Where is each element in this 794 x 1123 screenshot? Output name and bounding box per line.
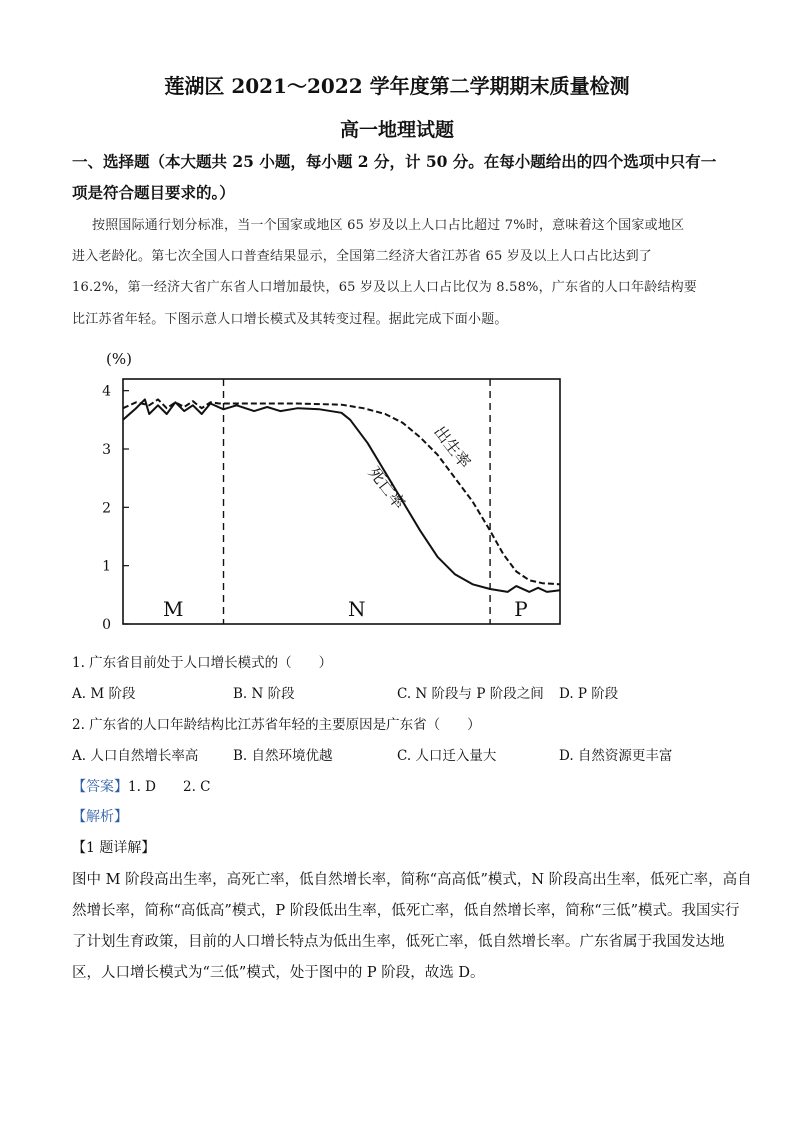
analysis-tag: 【解析】 [72,809,128,825]
answer-tag: 【答案】 [72,779,128,795]
y-tick-label: 0 [102,617,111,633]
q2-option-b: B. 自然环境优越 [233,748,333,764]
page-subtitle: 高一地理试题 [339,119,454,141]
question-1-stem: 1. 广东省目前处于人口增长模式的（ ） [72,655,333,671]
question-2-stem: 2. 广东省的人口年龄结构比江苏省年轻的主要原因是广东省（ ） [72,717,481,733]
detail-line-2: 然增长率，简称“高低高”模式，P 阶段低出生率，低死亡率，低自然增长率，简称“三低”模式。我国实行 [72,903,740,919]
intro-line-2: 进入老龄化。第七次全国人口普查结果显示，全国第二经济大省江苏省 65 岁及以上人口占比达到了 [72,249,653,264]
q1-option-c: C. N 阶段与 P 阶段之间 [397,686,544,702]
intro-line-3: 16.2%，第一经济大省广东省人口增加最快，65 岁及以上人口占比仅为 8.58%，广东省的人口年龄结构要 [72,280,698,295]
intro-line-4: 比江苏省年轻。下图示意人口增长模式及其转变过程。据此完成下面小题。 [72,312,508,327]
answer-block [72,775,211,796]
q1-option-a: A. M 阶段 [72,686,136,702]
intro-line-1: 按照国际通行划分标准，当一个国家或地区 65 岁及以上人口占比超过 7%时，意味着这个国家或地区 [92,218,685,233]
detail-tag: 【1 题详解】 [72,840,156,856]
answer-text: 1. D 2. C [128,779,211,795]
y-tick-label: 3 [102,442,111,458]
y-tick-label: 4 [102,383,111,400]
q2-option-c: C. 人口迁入量大 [397,748,497,764]
detail-line-4: 区，人口增长模式为“三低”模式，处于图中的 P 阶段，故选 D。 [72,965,485,981]
q2-option-d: D. 自然资源更丰富 [559,748,673,764]
stage-label-n: N [348,597,366,621]
q2-option-a: A. 人口自然增长率高 [72,748,199,764]
stage-label-p: P [514,597,528,621]
birth-rate-line [123,399,560,584]
death-rate-line [123,399,560,592]
detail-line-3: 了计划生育政策，目前的人口增长特点为低出生率，低死亡率，低自然增长率。广东省属于我国发达地 [72,934,725,950]
plot-frame [123,379,560,624]
q1-option-d: D. P 阶段 [559,686,619,702]
y-axis-unit-label: (%) [106,350,132,368]
stage-label-m: M [163,597,184,621]
page-title: 莲湖区 2021～2022 学年度第二学期期末质量检测 [164,74,630,98]
section-heading-line2: 项是符合题目要求的。） [72,183,235,202]
death-rate-label: 死亡率 [364,463,410,513]
section-heading-line1: 一、选择题（本大题共 25 小题，每小题 2 分，计 50 分。在每小题给出的四个选项中只有一 [72,152,717,171]
q1-option-b: B. N 阶段 [233,686,295,702]
y-tick-label: 2 [102,500,111,517]
detail-line-1: 图中 M 阶段高出生率，高死亡率，低自然增长率，简称“高高低”模式，N 阶段高出生率，低死亡率，高自 [72,872,752,888]
y-tick-label: 1 [102,558,111,575]
birth-rate-label: 出生率 [430,422,475,472]
population-growth-chart [92,346,572,636]
